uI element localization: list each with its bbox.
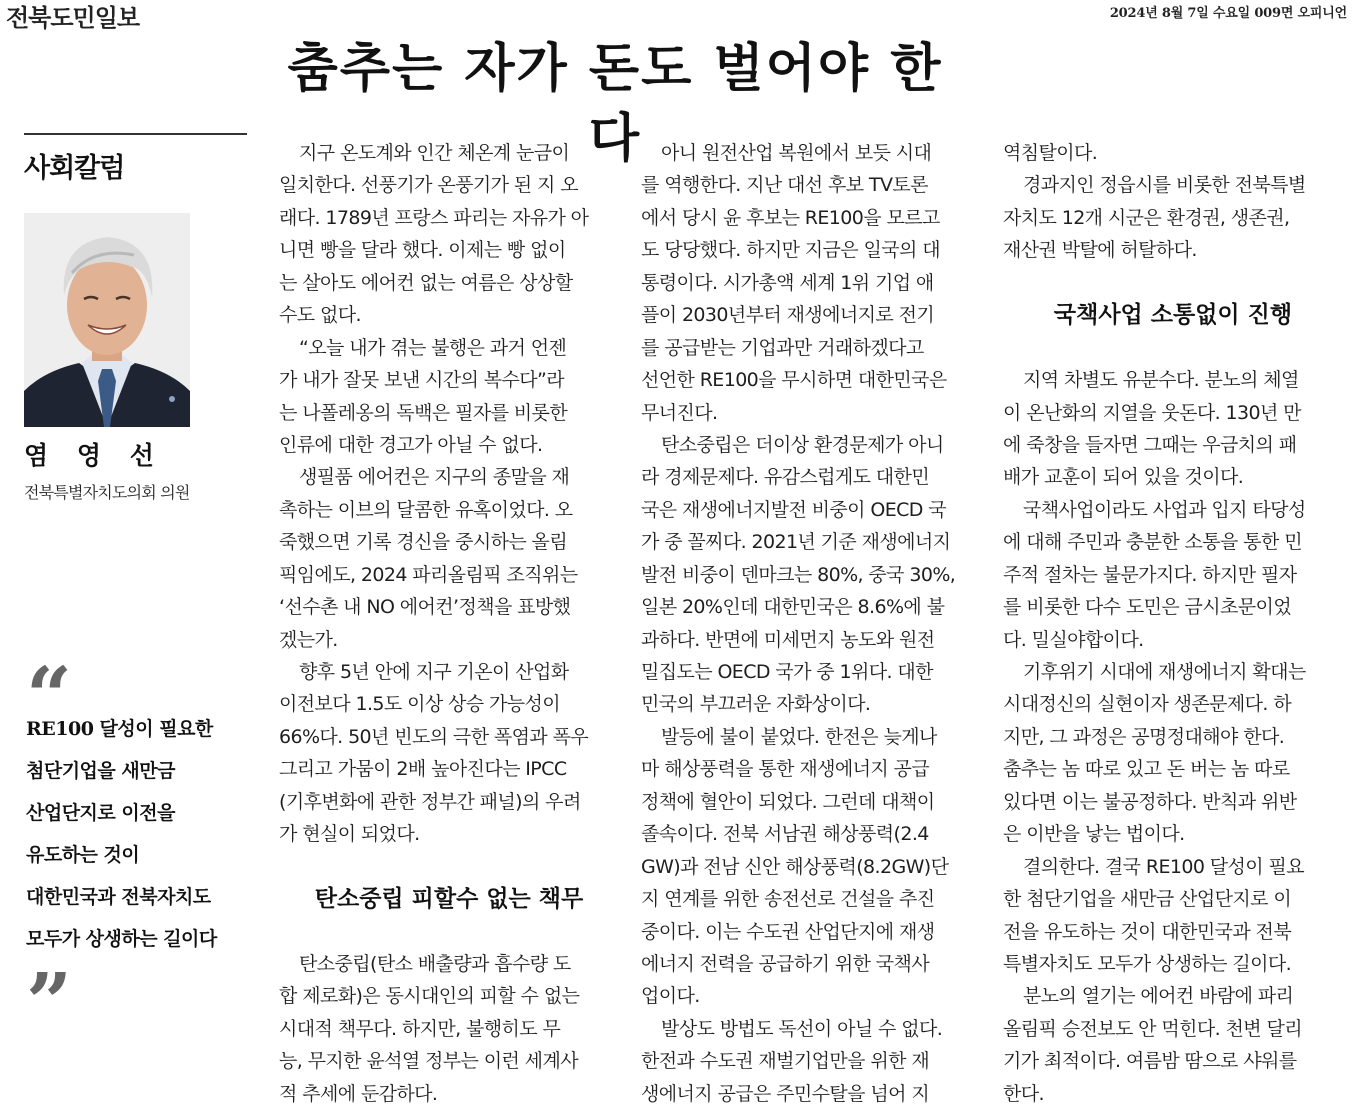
text-line: ‘선수촌 내 NO 에어컨’정책을 표방했 xyxy=(279,596,571,619)
open-quote-icon: “ xyxy=(26,649,73,743)
pull-quote-line: 산업단지로 이전을 xyxy=(26,802,175,824)
text-line: 업이다. xyxy=(641,985,700,1008)
article-column-3 xyxy=(1003,137,1343,1110)
paragraph-first-line: 아니 원전산업 복원에서 보듯 시대 xyxy=(661,142,932,164)
text-line: 에서 당시 윤 후보는 RE100을 모르고 xyxy=(641,206,940,229)
text-line: 국은 재생에너지발전 비중이 OECD 국 xyxy=(641,498,947,521)
text-line: 를 역행한다. 지난 대선 후보 TV토론 xyxy=(641,174,928,197)
text-line: 기가 최적이다. 여름밤 땀으로 샤워를 xyxy=(1003,1050,1297,1073)
text-line: (기후변화에 관한 정부간 패널)의 우려 xyxy=(279,790,581,813)
text-line: 는 나폴레옹의 독백은 필자를 비롯한 xyxy=(279,401,568,424)
text-line: 니면 빵을 달라 했다. 이제는 빵 없이 xyxy=(279,239,566,262)
text-line: 를 공급받는 기업과만 거래하겠다고 xyxy=(641,336,924,359)
text-line: 역침탈이다. xyxy=(1003,142,1098,164)
text-line: 에너지 전력을 공급하기 위한 국책사 xyxy=(641,952,930,975)
paragraph-first-line: 지구 온도계와 인간 체온계 눈금이 xyxy=(299,142,570,164)
paragraph-first-line: 국책사업이라도 사업과 입지 타당성 xyxy=(1023,498,1306,521)
text-line: 올림픽 승전보도 안 먹힌다. 천변 달리 xyxy=(1003,1017,1302,1040)
paragraph-first-line: 기후위기 시대에 재생에너지 확대는 xyxy=(1023,661,1306,684)
text-line: 시대정신의 실현이자 생존문제다. 하 xyxy=(1003,693,1292,716)
text-line: 생에너지 공급은 주민수탈을 넘어 지 xyxy=(641,1082,930,1105)
text-line: 는 살아도 에어컨 없는 여름은 상상할 xyxy=(279,271,573,294)
section-subheading: 국책사업 소통없이 진행 xyxy=(1053,301,1293,328)
paragraph-first-line: 발등에 불이 붙었다. 한전은 늦게나 xyxy=(661,725,937,748)
text-line: 특별자치도 모두가 상생하는 길이다. xyxy=(1003,952,1292,975)
text-line: 과하다. 반면에 미세먼지 농도와 원전 xyxy=(641,628,935,651)
pull-quote-line: 유도하는 것이 xyxy=(26,844,140,866)
article-column-1 xyxy=(279,137,619,1110)
text-line: 일본 20%인데 대한민국은 8.6%에 불 xyxy=(641,596,945,619)
paragraph-first-line: 향후 5년 안에 지구 기온이 산업화 xyxy=(299,661,569,683)
text-line: 가 중 꼴찌다. 2021년 기준 재생에너지 xyxy=(641,531,951,554)
sidebar-divider xyxy=(24,133,247,135)
text-line: 춤추는 놈 따로 있고 돈 버는 놈 따로 xyxy=(1003,758,1290,781)
text-line: 도 당당했다. 하지만 지금은 일국의 대 xyxy=(641,239,940,262)
text-line: 촉하는 이브의 달콤한 유혹이었다. 오 xyxy=(279,498,573,521)
paragraph-first-line: 지역 차별도 유분수다. 분노의 체열 xyxy=(1023,369,1299,392)
article-column-2 xyxy=(641,137,981,1110)
text-line: 능, 무지한 윤석열 정부는 이런 세계사 xyxy=(279,1050,578,1073)
text-line: 발전 비중이 덴마크는 80%, 중국 30%, xyxy=(641,563,956,586)
text-line: 겠는가. xyxy=(279,628,338,651)
text-line: 한다. xyxy=(1003,1082,1044,1105)
text-line: 66%다. 50년 빈도의 극한 폭염과 폭우 xyxy=(279,725,589,748)
text-line: 지 연계를 위한 송전선로 건설을 추진 xyxy=(641,888,935,911)
text-line: 마 해상풍력을 통한 재생에너지 공급 xyxy=(641,758,930,781)
text-line: 한 첨단기업을 새만금 산업단지로 이 xyxy=(1003,888,1292,911)
close-quote-icon: ” xyxy=(26,955,73,1049)
author-name: 염 영 선 xyxy=(24,441,164,470)
text-line: 적 추세에 둔감하다. xyxy=(279,1082,438,1105)
text-line: 플이 2030년부터 재생에너지로 전기 xyxy=(641,304,935,327)
text-line: 시대적 책무다. 하지만, 불행히도 무 xyxy=(279,1017,561,1040)
section-label: 사회칼럼 xyxy=(24,153,125,184)
text-line: 있다면 이는 불공정하다. 반칙과 위반 xyxy=(1003,790,1297,813)
text-line: 졸속이다. 전북 서남권 해상풍력(2.4 xyxy=(641,823,929,846)
paragraph-first-line: 생필품 에어컨은 지구의 종말을 재 xyxy=(299,466,570,489)
text-line: 일치한다. 선풍기가 온풍기가 된 지 오 xyxy=(279,174,578,197)
text-line: 재산권 박탈에 허탈하다. xyxy=(1003,239,1197,262)
text-line: 정책에 혈안이 되었다. 그런데 대책이 xyxy=(641,790,935,813)
text-line: 자치도 12개 시군은 환경권, 생존권, xyxy=(1003,206,1290,229)
pull-quote-line: 첨단기업을 새만금 xyxy=(26,760,175,782)
section-subheading: 탄소중립 피할수 없는 책무 xyxy=(314,885,584,912)
text-line: 래다. 1789년 프랑스 파리는 자유가 아 xyxy=(279,206,589,229)
pull-quote-line: RE100 달성이 필요한 xyxy=(26,718,213,740)
text-line: 픽임에도, 2024 파리올림픽 조직위는 xyxy=(279,563,578,586)
text-line: 전을 유도하는 것이 대한민국과 전북 xyxy=(1003,920,1292,943)
text-line: 합 제로화)은 동시대인의 피할 수 없는 xyxy=(279,985,580,1008)
pull-quote xyxy=(26,708,256,960)
text-line: 밀집도는 OECD 국가 중 1위다. 대한 xyxy=(641,661,933,683)
text-line: 라 경제문제다. 유감스럽게도 대한민 xyxy=(641,466,930,489)
text-line: 수도 없다. xyxy=(279,304,361,327)
text-line: 무너진다. xyxy=(641,401,718,424)
text-line: 은 이반을 낳는 법이다. xyxy=(1003,823,1185,846)
paragraph-first-line: 발상도 방법도 독선이 아닐 수 없다. xyxy=(661,1017,943,1040)
author-portrait-icon xyxy=(24,213,190,427)
text-line: 중이다. 이는 수도권 산업단지에 재생 xyxy=(641,920,935,943)
text-line: 에 죽창을 들자면 그때는 우금치의 패 xyxy=(1003,433,1297,456)
paragraph-first-line: “오늘 내가 겪는 불행은 과거 언젠 xyxy=(299,336,567,359)
text-line: 선언한 RE100을 무시하면 대한민국은 xyxy=(641,369,947,392)
text-line: 이 온난화의 지열을 웃돈다. 130년 만 xyxy=(1003,401,1301,424)
text-line: GW)과 전남 신안 해상풍력(8.2GW)단 xyxy=(641,855,949,878)
text-line: 가 내가 잘못 보낸 시간의 복수다”라 xyxy=(279,369,564,392)
text-line: 가 현실이 되었다. xyxy=(279,823,420,846)
paragraph-first-line: 탄소중립은 더이상 환경문제가 아니 xyxy=(661,433,944,456)
text-line: 통령이다. 시가총액 세계 1위 기업 애 xyxy=(641,271,934,294)
text-line: 를 비롯한 다수 도민은 금시초문이었 xyxy=(1003,596,1292,619)
author-photo xyxy=(24,213,190,427)
text-line: 다. 밀실야합이다. xyxy=(1003,628,1144,651)
text-line: 죽했으면 기록 경신을 중시하는 올림 xyxy=(279,531,568,554)
paragraph-first-line: 분노의 열기는 에어컨 바람에 파리 xyxy=(1023,985,1294,1008)
article-headline: 춤추는 자가 돈도 벌어야 한다 xyxy=(287,39,943,169)
text-line: 배가 교훈이 되어 있을 것이다. xyxy=(1003,466,1244,489)
text-line: 지만, 그 과정은 공명정대해야 한다. xyxy=(1003,725,1285,748)
text-line: 한전과 수도권 재벌기업만을 위한 재 xyxy=(641,1050,930,1073)
text-line: 민국의 부끄러운 자화상이다. xyxy=(641,693,871,716)
paragraph-first-line: 탄소중립(탄소 배출량과 흡수량 도 xyxy=(299,952,571,975)
paragraph-first-line: 결의한다. 결국 RE100 달성이 필요 xyxy=(1023,855,1304,878)
text-line: 그리고 가뭄이 2배 높아진다는 IPCC xyxy=(279,758,567,781)
pull-quote-line: 대한민국과 전북자치도 xyxy=(26,886,211,908)
pull-quote-line: 모두가 상생하는 길이다 xyxy=(26,928,217,950)
dateline: 2024년 8월 7일 수요일 009면 오피니언 xyxy=(1109,6,1347,21)
newspaper-masthead: 전북도민일보 xyxy=(6,3,140,32)
text-line: 주적 절차는 불문가지다. 하지만 필자 xyxy=(1003,563,1297,586)
author-title: 전북특별자치도의회 의원 xyxy=(24,483,190,502)
paragraph-first-line: 경과지인 정읍시를 비롯한 전북특별 xyxy=(1023,174,1306,197)
text-line: 이전보다 1.5도 이상 상승 가능성이 xyxy=(279,693,560,716)
text-line: 인류에 대한 경고가 아닐 수 없다. xyxy=(279,433,543,456)
text-line: 에 대해 주민과 충분한 소통을 통한 민 xyxy=(1003,531,1302,554)
